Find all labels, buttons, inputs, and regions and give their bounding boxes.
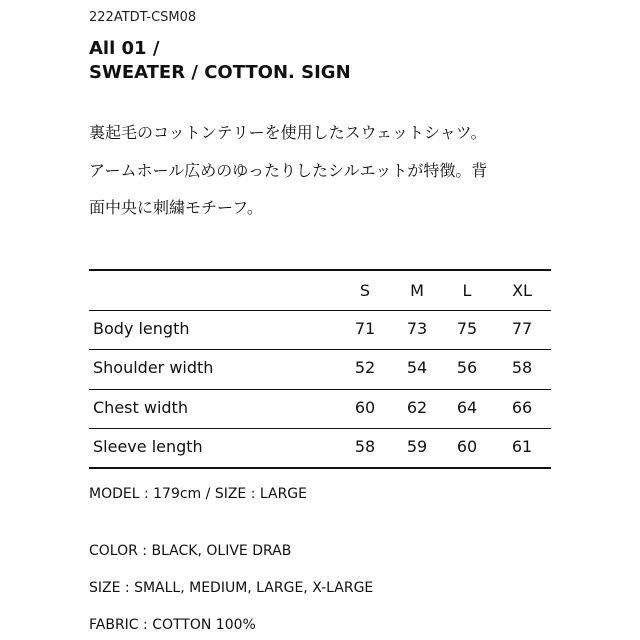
table-cell: 52	[354, 358, 376, 377]
table-row	[89, 309, 551, 349]
product-title-line2: SWEATER / COTTON. SIGN	[89, 62, 351, 83]
table-cell: 71	[354, 319, 376, 338]
row-label: Chest width	[93, 398, 188, 417]
table-cell: 66	[511, 398, 533, 417]
product-code: 222ATDT-CSM08	[89, 10, 197, 25]
table-row	[89, 427, 551, 467]
table-cell: 61	[511, 437, 533, 456]
size-info: SIZE : SMALL, MEDIUM, LARGE, X-LARGE	[89, 580, 374, 596]
table-cell: 77	[511, 319, 533, 338]
table-cell: 60	[354, 398, 376, 417]
table-bottom-border	[89, 467, 551, 469]
table-cell: 54	[406, 358, 428, 377]
table-cell: 75	[456, 319, 478, 338]
table-cell: 64	[456, 398, 478, 417]
product-title-line1: All 01 /	[89, 38, 160, 59]
table-cell: 62	[406, 398, 428, 417]
table-cell: 58	[511, 358, 533, 377]
header-size-xl: XL	[512, 281, 532, 300]
table-cell: 56	[456, 358, 478, 377]
description-line: アームホール広めのゆったりしたシルエットが特徴。背	[89, 161, 488, 180]
description-line: 面中央に刺繍モチーフ。	[89, 198, 263, 217]
row-label: Sleeve length	[93, 437, 203, 456]
header-size-m: M	[410, 281, 424, 300]
table-cell: 60	[456, 437, 478, 456]
description-line: 裏起毛のコットンテリーを使用したスウェットシャツ。	[89, 123, 487, 142]
header-size-l: L	[462, 281, 472, 300]
row-label: Body length	[93, 319, 190, 338]
table-cell: 59	[406, 437, 428, 456]
fabric-info: FABRIC : COTTON 100%	[89, 617, 256, 633]
row-label: Shoulder width	[93, 358, 214, 377]
table-header-row	[89, 271, 551, 311]
table-cell: 58	[354, 437, 376, 456]
table-row	[89, 388, 551, 428]
color-info: COLOR : BLACK, OLIVE DRAB	[89, 543, 292, 559]
table-row	[89, 348, 551, 388]
table-cell: 73	[406, 319, 428, 338]
header-size-s: S	[359, 281, 371, 300]
model-info: MODEL : 179cm / SIZE : LARGE	[89, 486, 308, 502]
